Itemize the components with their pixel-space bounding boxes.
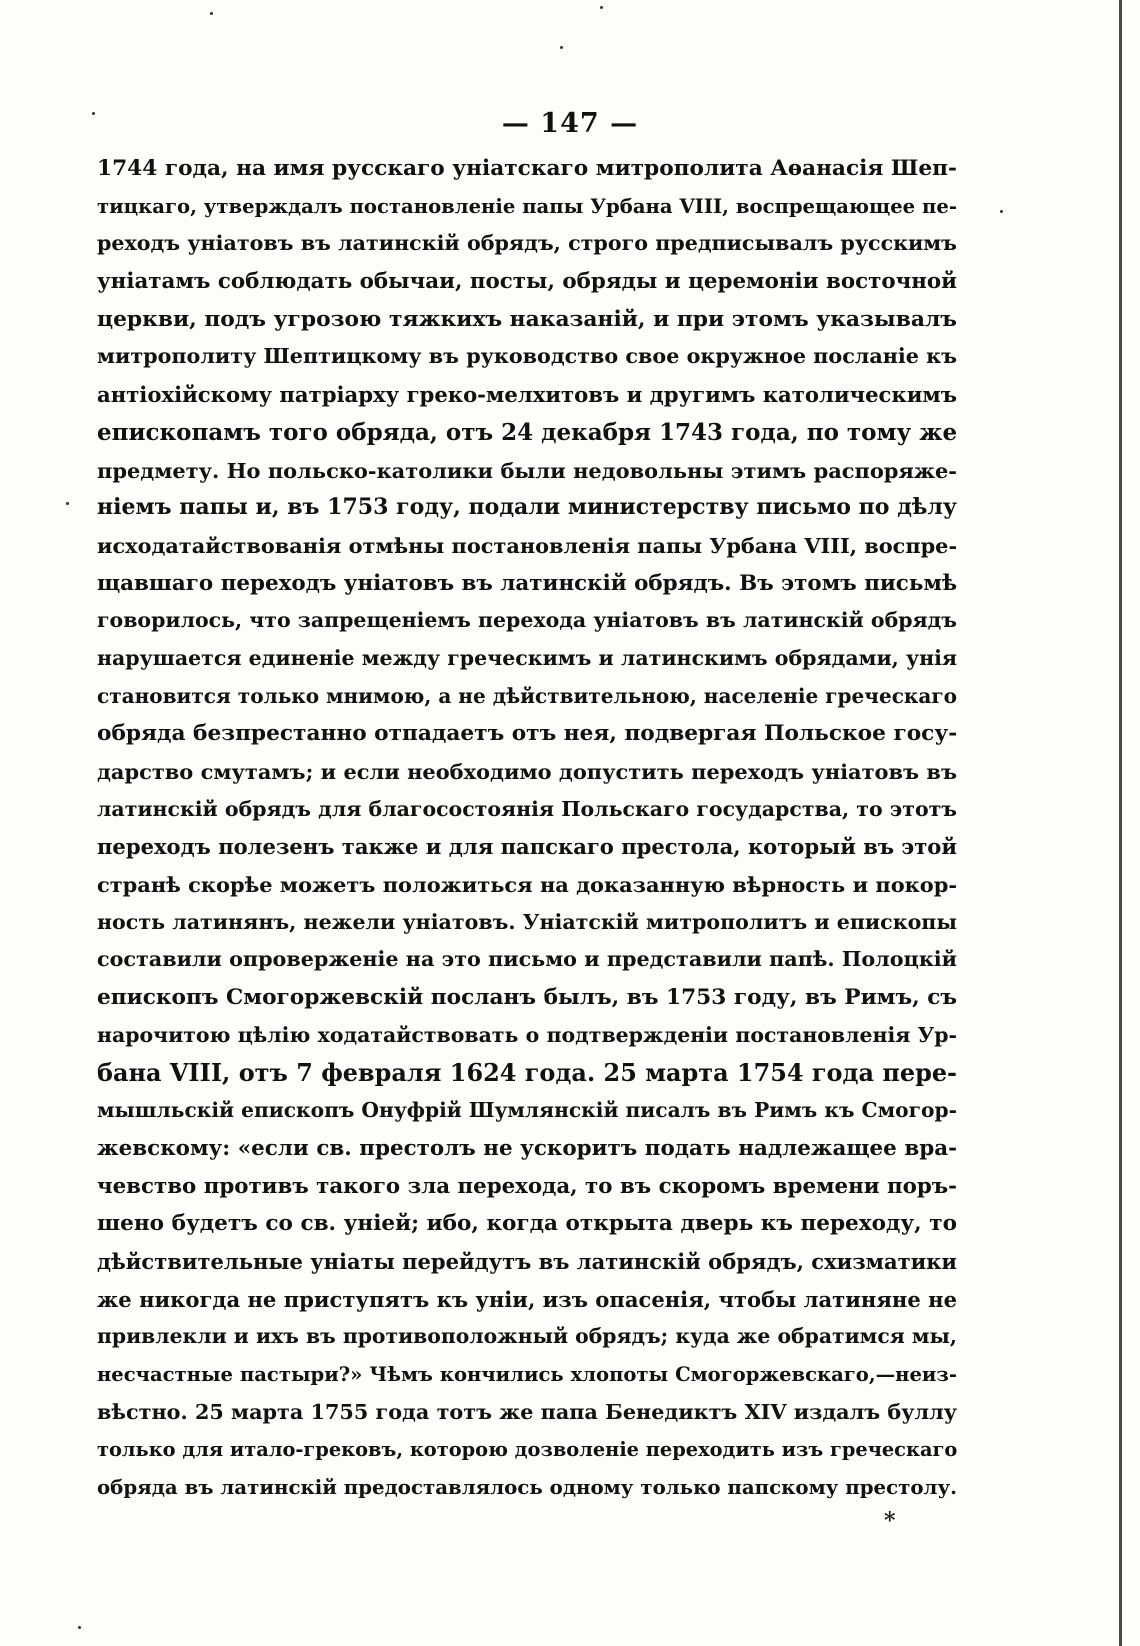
text-line: митрополиту Шептицкому въ руководство свое окружное посланіе къ	[97, 344, 957, 369]
text-line: дарство смутамъ; и если необходимо допустить переходъ уніатовъ въ	[97, 759, 957, 784]
text-line: реходъ уніатовъ въ латинскій обрядъ, строго предписывалъ русскимъ	[97, 231, 957, 256]
text-line: переходъ полезенъ также и для папскаго престола, который въ этой	[97, 834, 957, 860]
text-line: привлекли и ихъ въ противоположный обрядъ; куда же обратимся мы,	[97, 1324, 957, 1349]
text-line: церкви, подъ угрозою тяжкихъ наказаній, и при этомъ указывалъ	[97, 306, 957, 332]
text-line: щавшаго переходъ уніатовъ въ латинскій обрядъ. Въ этомъ письмѣ	[97, 570, 957, 596]
page-edge-shadow	[1119, 0, 1122, 1646]
text-line: только для итало-грековъ, которою дозволеніе переходить изъ греческаго	[97, 1438, 958, 1462]
text-line: уніатамъ соблюдать обычаи, посты, обряды и церемоніи восточной	[97, 269, 957, 295]
scan-speck	[210, 12, 213, 15]
text-line: же никогда не приступятъ къ уніи, изъ опасенія, чтобы латиняне не	[97, 1286, 957, 1312]
text-line: епископъ Смогоржевскій посланъ былъ, въ 1753 году, въ Римъ, съ	[97, 985, 957, 1011]
scan-speck	[78, 1626, 81, 1629]
text-line: тицкаго, утверждалъ постановленіе папы Урбана VIII, воспрещающее пе-	[97, 194, 957, 218]
scan-speck	[560, 46, 563, 49]
text-line: несчастные пастыри?» Чѣмъ кончились хлопоты Смогоржевскаго,—неиз-	[97, 1363, 957, 1386]
text-line: ность латинянъ, нежели уніатовъ. Уніатскій митрополитъ и епископы	[97, 909, 957, 934]
text-line: предмету. Но польско-католики были недовольны этимъ распоряже-	[97, 457, 957, 483]
text-line: бана VIII, отъ 7 февраля 1624 года. 25 марта 1754 года пере-	[97, 1058, 957, 1087]
text-line: епископамъ того обряда, отъ 24 декабря 1743 года, по тому же	[97, 418, 958, 446]
text-line: говорилось, что запрещеніемъ перехода уніатовъ въ латинскій обрядъ	[97, 608, 957, 633]
text-line: вѣстно. 25 марта 1755 года тотъ же папа Бенедиктъ XIV издалъ буллу	[97, 1399, 957, 1424]
text-line: антіохійскому патріарху греко-мелхитовъ и другимъ католическимъ	[97, 382, 957, 408]
text-line: обряда безпрестанно отпадаетъ отъ нея, подвергая Польское госу-	[97, 721, 958, 747]
text-line: латинскій обрядъ для благосостоянія Польскаго государства, то этотъ	[97, 796, 957, 821]
text-line: дѣйствительные уніаты перейдутъ въ латинскій обрядъ, схизматики	[97, 1248, 957, 1274]
scan-speck	[600, 6, 603, 9]
text-line: обряда въ латинскій предоставлялось одному только папскому престолу.	[97, 1475, 957, 1500]
text-line: нарушается единеніе между греческимъ и латинскимъ обрядами, унія	[97, 645, 958, 670]
scan-speck	[66, 502, 69, 505]
text-line: 1744 года, на имя русскаго уніатскаго митрополита Аѳанасія Шеп-	[97, 156, 957, 181]
text-line: чевство противъ такого зла перехода, то въ скоромъ времени поръ-	[97, 1173, 957, 1199]
text-line: исходатайствованія отмѣны постановленія папы Урбана VIII, воспре-	[97, 532, 958, 558]
text-line: составили опроверженіе на это письмо и представили папѣ. Полоцкій	[97, 947, 957, 972]
scan-speck	[1000, 210, 1003, 213]
body-text	[97, 150, 957, 1507]
text-line: мышльскій епископъ Онуфрій Шумлянскій писалъ въ Римъ къ Смогор-	[97, 1098, 957, 1123]
text-line: нарочитою цѣлію ходатайствовать о подтвержденіи постановленія Ур-	[97, 1022, 957, 1047]
text-line: становится только мнимою, а не дѣйствительною, населеніе греческаго	[97, 683, 957, 708]
text-line: странѣ скорѣе можетъ положиться на доказанную вѣрность и покор-	[97, 872, 957, 898]
asterisk-mark: *	[884, 1508, 896, 1534]
text-line: ніемъ папы и, въ 1753 году, подали министерству письмо по дѣлу	[97, 494, 957, 521]
text-line: шено будетъ со св. уніей; ибо, когда открыта дверь къ переходу, то	[97, 1211, 957, 1237]
page-number: — 147 —	[501, 108, 639, 139]
text-line: жевскому: «если св. престолъ не ускоритъ подать надлежащее вра-	[97, 1135, 957, 1161]
